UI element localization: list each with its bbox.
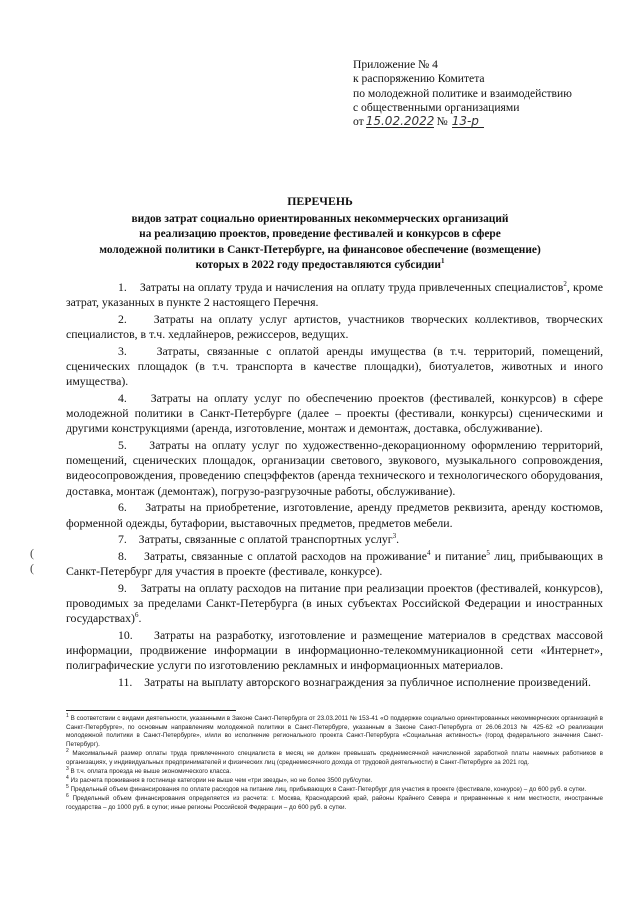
list-item	[66, 391, 603, 437]
items-list	[66, 280, 603, 692]
item-number: 8.	[118, 548, 127, 563]
item-text: , кроме затрат, указанных в пункте 2 настоящего Перечня.	[66, 280, 604, 310]
item-text: .	[396, 532, 400, 547]
appendix-date-line	[353, 115, 572, 129]
margin-mark: (	[30, 546, 34, 560]
item-text: Затраты, связанные с оплатой аренды имущества (в т.ч. территорий, помещений, сценических площадок (в т.ч. транспорта в качестве площадки), биотуалетов, животных и иного имущества).	[66, 343, 604, 389]
item-text: Затраты на приобретение, изготовление, аренду предметов реквизита, аренду костюмов, форменной одежды, бутафории, выставочных предметов, предметов мебели.	[66, 500, 603, 530]
item-text: .	[138, 611, 142, 626]
item-number: 7.	[118, 532, 127, 547]
footnote	[66, 774, 603, 786]
appendix-line: Приложение № 4	[353, 58, 438, 71]
list-item	[66, 344, 603, 390]
number-prefix: №	[436, 115, 448, 129]
item-text: Затраты на выплату авторского вознаграждения за публичное исполнение произведений.	[144, 675, 591, 690]
footnote-ref: 2	[563, 280, 567, 289]
list-item	[66, 438, 603, 499]
item-number: 11.	[118, 675, 133, 690]
list-item	[66, 549, 603, 579]
item-number: 5.	[118, 438, 127, 453]
footnote-text: Из расчета проживания в гостинице категории не выше чем «три звезды», но не более 3500 руб/сутки.	[68, 776, 373, 784]
handwritten-date: 15.02.2022	[365, 114, 435, 129]
footnote-number: 3	[66, 765, 69, 772]
footnote-number: 2	[66, 748, 69, 755]
margin-mark: (	[30, 561, 34, 575]
title-heading: ПЕРЕЧЕНЬ	[287, 194, 353, 208]
date-prefix: от	[353, 115, 364, 129]
item-number: 10.	[118, 627, 133, 642]
title-line-text: которых в 2022 году предоставляются субсидии	[195, 259, 441, 272]
item-text: Затраты на оплату услуг артистов, участников творческих коллективов, творческих специалистов, в т.ч. хедлайнеров, режиссеров, ведущих.	[66, 311, 603, 342]
list-item	[66, 581, 603, 627]
handwritten-number: 13-р	[452, 115, 484, 128]
footnote-number: 5	[66, 783, 69, 790]
item-text: Затраты на разработку, изготовление и размещение материалов в средствах массовой информации, продвижение информации в информационно-телекоммуникационной сети «Интернет», полиграфические услуги по изготовлению рекламных и информационных материалов.	[66, 627, 604, 673]
footnote	[66, 712, 603, 750]
list-item	[66, 675, 603, 690]
list-item	[66, 280, 603, 310]
document-title	[60, 194, 580, 274]
footnote-ref: 4	[426, 549, 431, 558]
item-text: Затраты на оплату труда и начисления на оплату труда привлеченных специалистов	[139, 280, 564, 294]
item-number: 6.	[118, 500, 127, 515]
footnote-text: Предельный объем финансирования по оплате расходов на питание лиц, прибывающих в Санкт-Петербург для участия в проекте (фестивале, конкурсе) – до 600 руб. в сутки.	[68, 785, 587, 793]
item-text: Затраты на оплату услуг по обеспечению проектов (фестивалей, конкурсов) в сфере молодежной политики в Санкт-Петербурге (далее – проекты (фестивали, конкурсы) сценическими и другими конструкциями (аренда, изготовление, монтаж и демонтаж, доставка, обслуживание).	[66, 390, 603, 436]
footnote-ref: 5	[486, 549, 490, 558]
appendix-line: по молодежной политике и взаимодействию	[353, 86, 572, 100]
footnote	[66, 792, 603, 812]
footnote-text: В соответствии с видами деятельности, указанными в Законе Санкт-Петербурга от 23.03.2011 № 153-41 «О поддержке социально ориентированных некоммерческих организаций в Санкт-Петербурге», по основным направлениям молодежной политики в Санкт-Петербурге, указанным в Законе Санкт-Петербурга от 26.06.2013 № 425-62 «О реализации молодежной политики в Санкт-Петербурге», и/или во исполнение регионального проекта Санкт-Петербурга «Социальная активность» (город федерального значения Санкт-Петербург).	[66, 715, 603, 749]
title-line: на реализацию проектов, проведение фестивалей и конкурсов в сфере	[139, 228, 501, 241]
appendix-header	[353, 58, 572, 129]
footnotes	[66, 712, 603, 813]
title-line: видов затрат социально ориентированных некоммерческих организаций	[131, 212, 509, 225]
footnote	[66, 783, 603, 795]
item-text: Затраты на оплату услуг по художественно-декорационному оформлению территорий, помещений, сценических площадок, организации светового, звукового, музыкального сопровождения, видеосопровождения, проведению спецэффектов (аренда технического и технологического оборудования, доставка, монтаж (демонтаж), погрузо-разгрузочные работы, обслуживание).	[66, 438, 603, 498]
item-text: Затраты, связанные с оплатой транспортных услуг	[138, 532, 393, 547]
footnote-text: Предельный объем финансирования определяется из расчета: г. Москва, Краснодарский край, районы Крайнего Севера и приравненные к ним местности, иностранные государства – до 1000 руб. в сутки; иные регионы Российской Федерации – до 600 руб. в сутки.	[66, 794, 603, 811]
list-item	[66, 628, 603, 674]
item-number: 2.	[118, 311, 127, 326]
footnote-number: 1	[66, 712, 69, 719]
list-item	[66, 500, 603, 530]
list-item	[66, 312, 603, 342]
list-item	[66, 532, 603, 547]
item-text: лиц, прибывающих в Санкт-Петербург для участия в проекте (фестивале, конкурсе).	[66, 548, 604, 579]
item-text: Затраты на оплату расходов на питание при реализации проектов (фестивалей, конкурсов), проводимых за пределами Санкт-Петербурга (в иных субъектах Российской Федерации и иностранных государствах)	[66, 580, 603, 626]
appendix-line: к распоряжению Комитета	[353, 72, 485, 86]
item-number: 1.	[118, 280, 127, 294]
appendix-line: с общественными организациями	[353, 100, 520, 114]
item-number: 9.	[118, 580, 127, 595]
footnote-ref: 1	[440, 257, 445, 266]
item-text: Затраты, связанные с оплатой расходов на проживание	[144, 548, 427, 563]
footnote-number: 6	[66, 792, 69, 799]
footnote-ref: 6	[134, 611, 139, 620]
title-line	[60, 258, 580, 274]
footnote	[66, 765, 603, 777]
footnote	[66, 750, 603, 767]
item-text: и питание	[430, 548, 487, 563]
footnote-text: В т.ч. оплата проезда не выше экономического класса.	[68, 767, 232, 775]
footnote-text: Максимальный размер оплаты труда привлеченного специалиста в месяц не должен превышать среднемесячной начисленной заработной платы наемных работников в организациях, у индивидуальных предпринимателей и физических лиц (среднемесячного дохода от трудовой деятельности) в Санкт-Петербурге за 2021 год.	[66, 750, 603, 766]
footnote-ref: 3	[392, 532, 397, 541]
footnote-divider	[66, 710, 236, 711]
footnote-number: 4	[66, 774, 69, 781]
item-number: 4.	[118, 390, 127, 405]
title-line: молодежной политики в Санкт-Петербурге, на финансовое обеспечение (возмещение)	[99, 243, 541, 256]
item-number: 3.	[118, 343, 127, 358]
